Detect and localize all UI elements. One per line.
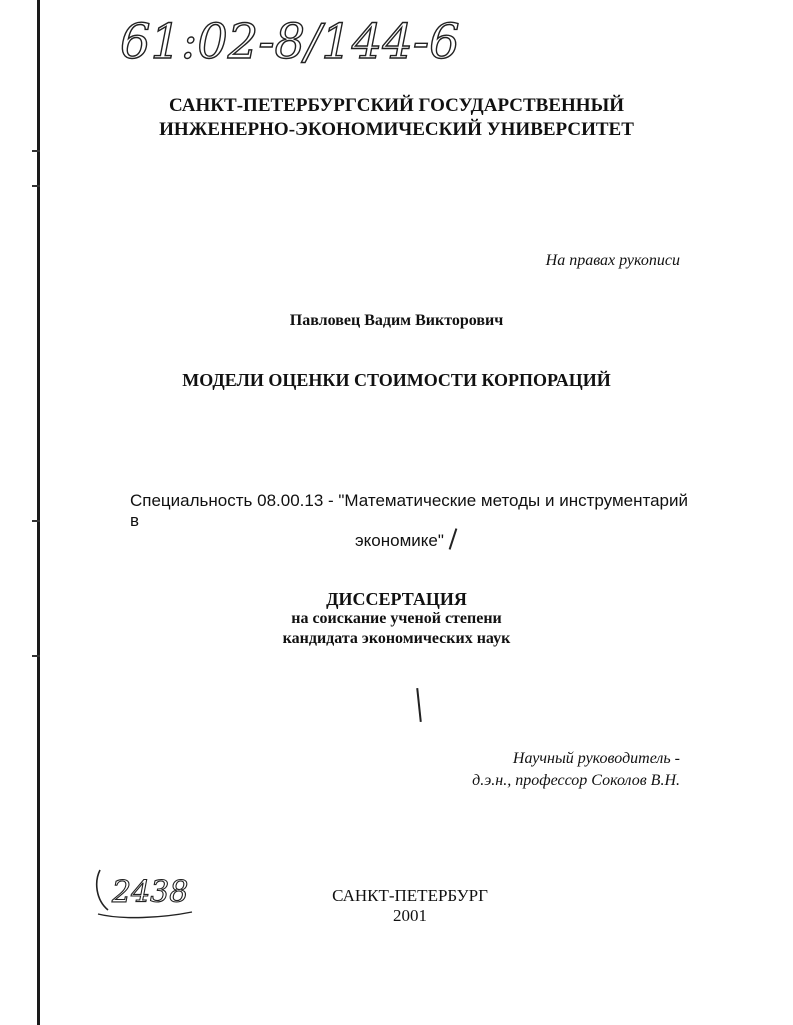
binding-mark	[32, 520, 40, 522]
advisor-line-1: Научный руководитель -	[512, 750, 680, 767]
manuscript-rights: На правах рукописи	[545, 252, 680, 269]
degree-line-2: кандидата экономических наук	[282, 630, 511, 647]
advisor-line-2: д.э.н., профессор Соколов В.Н.	[472, 772, 680, 789]
binding-mark	[32, 150, 40, 152]
degree-description	[0, 609, 793, 649]
university-name	[0, 94, 793, 142]
scan-binding-edge	[37, 0, 40, 1025]
binding-mark	[32, 655, 40, 657]
university-line-1: САНКТ-ПЕТЕРБУРГСКИЙ ГОСУДАРСТВЕННЫЙ	[168, 95, 625, 116]
handwritten-archive-number	[120, 10, 520, 70]
pen-stroke	[416, 688, 422, 722]
specialty-line-1: Специальность 08.00.13 - "Математические методы и инструментарий в	[130, 491, 688, 530]
university-line-2: ИНЖЕНЕРНО-ЭКОНОМИЧЕСКИЙ УНИВЕРСИТЕТ	[159, 119, 634, 140]
scientific-advisor	[420, 748, 680, 792]
dissertation-heading: ДИССЕРТАЦИЯ	[326, 589, 467, 609]
specialty	[130, 491, 690, 551]
stamp-text: 2438	[112, 875, 189, 910]
degree-line-1: на соискание ученой степени	[291, 610, 502, 627]
binding-mark	[32, 185, 40, 187]
handwritten-stamp	[92, 862, 202, 929]
city-and-year	[300, 886, 520, 926]
year: 2001	[393, 906, 427, 925]
specialty-line-2: экономике"	[355, 531, 444, 550]
city: САНКТ-ПЕТЕРБУРГ	[332, 886, 488, 905]
dissertation-title: МОДЕЛИ ОЦЕНКИ СТОИМОСТИ КОРПОРАЦИЙ	[182, 370, 611, 390]
author-name: Павловец Вадим Викторович	[289, 312, 504, 329]
archive-number-text: 61:02-8/144-6	[120, 14, 460, 70]
